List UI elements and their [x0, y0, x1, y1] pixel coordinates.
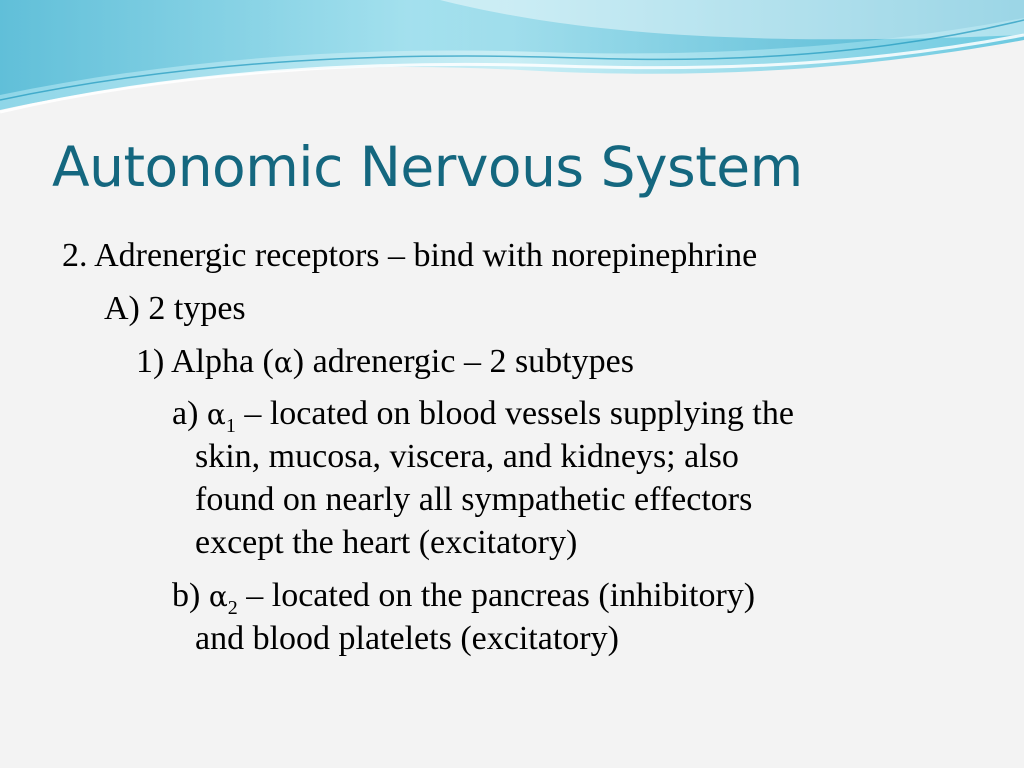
bullet-alpha1 — [172, 392, 794, 437]
bullet-two-types: A) 2 types — [104, 290, 246, 327]
alpha2-label: b) — [172, 577, 209, 614]
alpha1-continuation: skin, mucosa, viscera, and kidneys; also — [195, 438, 739, 475]
page-title: Autonomic Nervous System — [52, 135, 803, 199]
alpha2-subscript: 2 — [227, 597, 238, 619]
alpha-symbol: α — [273, 346, 293, 379]
alpha1-continuation: found on nearly all sympathetic effectors — [195, 481, 753, 518]
alpha2-text: – located on the pancreas (inhibitory) — [237, 577, 756, 614]
bullet-alpha2 — [172, 574, 755, 619]
alpha1-subscript: 1 — [225, 415, 236, 437]
bullet-adrenergic-receptors: 2. Adrenergic receptors – bind with norepinephrine — [62, 237, 758, 274]
alpha-text-post: ) adrenergic – 2 subtypes — [292, 343, 634, 380]
alpha2-symbol: α — [208, 580, 228, 613]
alpha-text-pre: 1) Alpha ( — [136, 343, 274, 380]
bullet-alpha-adrenergic — [136, 340, 634, 385]
alpha1-text: – located on blood vessels supplying the — [235, 395, 794, 432]
alpha1-symbol: α — [206, 398, 226, 431]
alpha1-continuation: except the heart (excitatory) — [195, 524, 578, 561]
alpha1-label: a) — [172, 395, 207, 432]
alpha2-continuation: and blood platelets (excitatory) — [195, 620, 619, 657]
